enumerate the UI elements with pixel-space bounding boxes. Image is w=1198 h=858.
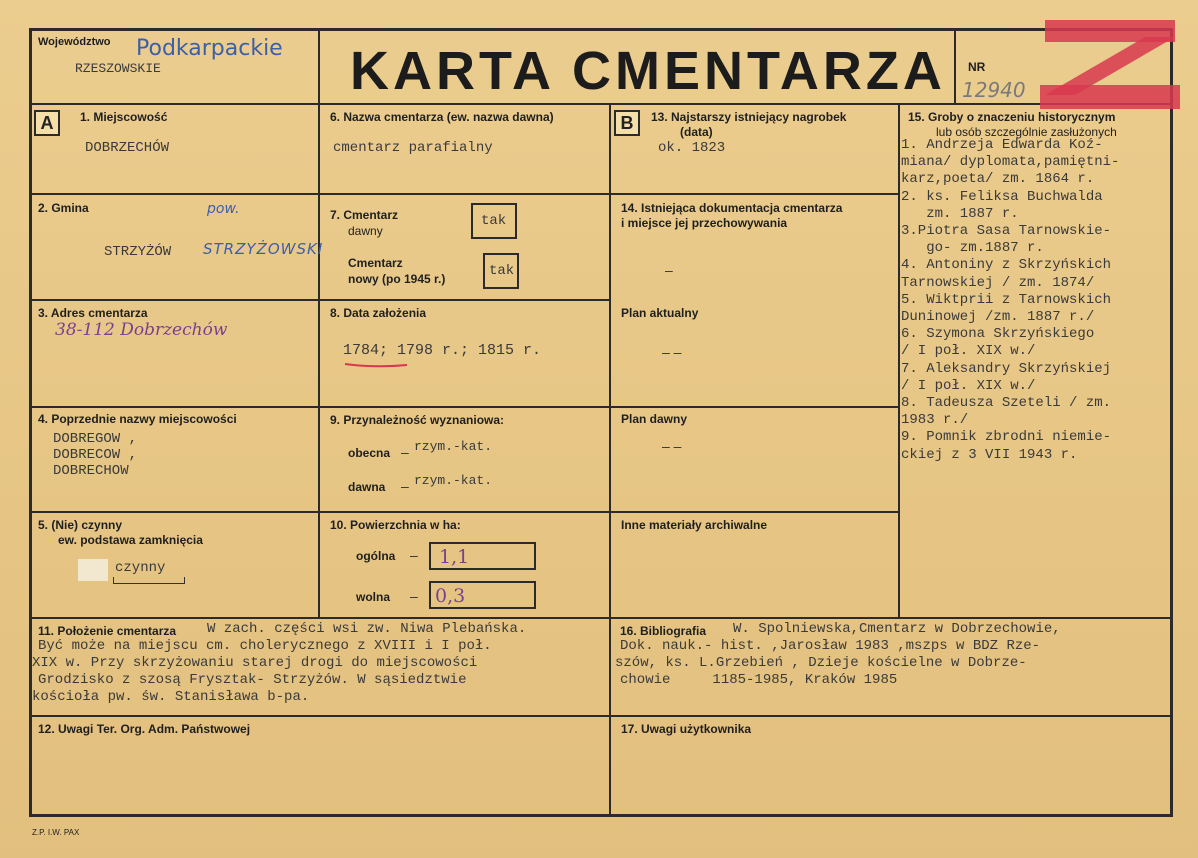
field-16-label: 16. Bibliografia: [620, 624, 707, 638]
field-11-line-2: Być może na miejscu cm. cholerycznego z XVIII i I poł.: [38, 638, 492, 654]
field-2-hand-pow: pow.: [207, 201, 240, 217]
section-a-letter: A: [34, 110, 60, 136]
underline-mark-icon: [343, 360, 409, 370]
field-10-total-dash: –: [410, 547, 418, 563]
field-5-label-1: 5. (Nie) czynny: [38, 518, 123, 532]
voivodeship-handwritten: Podkarpackie: [136, 36, 283, 61]
plan-current-value: – –: [662, 344, 682, 360]
grave-entry: 1983 r./: [901, 412, 969, 429]
grave-entry: 7. Aleksandry Skrzyńskiej: [901, 360, 1112, 377]
rule-col2: [609, 103, 611, 817]
field-7-old-value: tak: [481, 213, 507, 229]
plan-old-label: Plan dawny: [621, 412, 688, 426]
field-9-old-label: dawna: [348, 480, 386, 494]
field-16-line-1: W. Spolniewska,Cmentarz w Dobrzechowie,: [733, 621, 1061, 637]
field-10-free-label: wolna: [356, 590, 391, 604]
field-10-total-box: [429, 542, 536, 570]
field-10-label: 10. Powierzchnia w ha:: [330, 518, 461, 532]
field-9-current-dash: –: [401, 444, 409, 460]
field-13-label-2: (data): [680, 125, 713, 139]
grave-entry: karz,poeta/ zm. 1864 r.: [901, 171, 1095, 188]
field-7-old-box: [471, 203, 517, 239]
nr-label: NR: [968, 60, 986, 74]
grave-entry: / I poł. XIX w./: [901, 377, 1036, 394]
field-9-current-value: rzym.-kat.: [414, 439, 493, 454]
stamp-z-icon: [1035, 15, 1185, 115]
field-7-label: 7. Cmentarz: [330, 208, 399, 222]
field-2-label: 2. Gmina: [38, 201, 89, 215]
field-16-line-2: Dok. nauk.- hist. ,Jarosław 1983 ,mszps w BDZ Rze-: [620, 638, 1041, 654]
field-14-value: –: [665, 262, 673, 278]
field-7-new-label-2: nowy (po 1945 r.): [348, 272, 446, 286]
field-6-label: 6. Nazwa cmentarza (ew. nazwa dawna): [330, 110, 554, 124]
voivodeship-typed: RZESZOWSKIE: [75, 61, 161, 76]
field-5-bracket: [113, 577, 185, 584]
field-8-label: 8. Data założenia: [330, 306, 427, 320]
field-10-total-label: ogólna: [356, 549, 396, 563]
grave-entry: ckiej z 3 VII 1943 r.: [901, 446, 1078, 463]
grave-entry: 4. Antoniny z Skrzyńskich: [901, 257, 1112, 274]
grave-entry: zm. 1887 r.: [901, 205, 1019, 222]
field-1-value: DOBRZECHÓW: [85, 140, 170, 156]
rule-row3: [29, 406, 899, 408]
graves-list: [901, 137, 1169, 464]
grave-entry: / I poł. XIX w./: [901, 343, 1036, 360]
voivodeship-label: Województwo: [38, 36, 111, 48]
plan-old-value: – –: [662, 438, 682, 454]
field-5-value: czynny: [115, 560, 166, 576]
field-6-value: cmentarz parafialny: [333, 140, 493, 156]
other-materials-label: Inne materiały archiwalne: [621, 518, 768, 532]
field-4-value-2: DOBRECOW ,: [53, 447, 138, 463]
field-4-label: 4. Poprzednie nazwy miejscowości: [38, 412, 237, 426]
grave-entry: 3.Piotra Sasa Tarnowskie-: [901, 223, 1112, 240]
field-9-label: 9. Przynależność wyznaniowa:: [330, 413, 505, 427]
grave-entry: go- zm.1887 r.: [901, 240, 1044, 257]
grave-entry: 2. ks. Feliksa Buchwalda: [901, 188, 1103, 205]
field-10-total-value: 1,1: [439, 546, 470, 568]
field-7-new-box: [483, 253, 519, 289]
field-3-value: 38-112 Dobrzechów: [55, 320, 228, 340]
field-11-line-4: Grodzisko z szosą Frysztak- Strzyżów. W sąsiedztwie: [38, 672, 467, 688]
field-8-value: 1784; 1798 r.; 1815 r.: [343, 342, 542, 359]
rule-col3: [898, 103, 900, 617]
grave-entry: miana/ dyplomata,pamiętni-: [901, 154, 1120, 171]
nr-value: 12940: [962, 78, 1026, 102]
field-15-label-2: lub osób szczególnie zasłużonych: [936, 125, 1117, 139]
field-10-free-value: 0,3: [435, 585, 466, 607]
field-14-label-2: i miejsce jej przechowywania: [621, 216, 788, 230]
field-3-label: 3. Adres cmentarza: [38, 306, 148, 320]
field-15-label-1: 15. Groby o znaczeniu historycznym: [908, 110, 1116, 124]
field-7-old-label: dawny: [348, 224, 383, 238]
field-4-value-3: DOBRECHOW: [53, 463, 129, 479]
grave-entry: 8. Tadeusza Szeteli / zm.: [901, 395, 1112, 412]
field-12-label: 12. Uwagi Ter. Org. Adm. Państwowej: [38, 722, 251, 736]
section-b-letter: B: [614, 110, 640, 136]
field-11-line-3: XIX w. Przy skrzyżowaniu starej drogi do miejscowości: [32, 655, 478, 671]
plan-current-label: Plan aktualny: [621, 306, 699, 320]
grave-entry: Tarnowskiej / zm. 1874/: [901, 274, 1095, 291]
field-7-new-label-1: Cmentarz: [348, 256, 403, 270]
grave-entry: 9. Pomnik zbrodni niemie-: [901, 429, 1112, 446]
rule-header: [29, 103, 1173, 105]
field-5-label-2: ew. podstawa zamknięcia: [58, 533, 203, 547]
grave-entry: 1. Andrzeja Edwarda Koź-: [901, 137, 1103, 153]
rule-nr: [954, 28, 956, 104]
field-16-line-3: szów, ks. L.Grzebień , Dzieje kościelne w Dobrze-: [615, 655, 1027, 671]
field-2-hand-county: STRZYŻOWSKI: [203, 240, 324, 258]
grave-entry: 6. Szymona Skrzyńskiego: [901, 326, 1095, 343]
field-1-label: 1. Miejscowość: [80, 110, 168, 124]
printer-mark: Z.P. I.W. PAX: [32, 828, 80, 837]
field-9-old-dash: –: [401, 478, 409, 494]
rule-row5: [29, 617, 1173, 619]
field-17-label: 17. Uwagi użytkownika: [621, 722, 752, 736]
rule-row4: [29, 511, 899, 513]
rule-row6: [29, 715, 1173, 717]
field-4-value-1: DOBREGOW ,: [53, 431, 138, 447]
rule-row1: [29, 193, 899, 195]
field-11-line-5: kościoła pw. św. Stanisława b-pa.: [32, 689, 310, 705]
field-7-new-value: tak: [489, 263, 515, 279]
grave-entry: 5. Wiktprii z Tarnowskich: [901, 291, 1112, 308]
field-13-value: ok. 1823: [658, 140, 726, 156]
grave-entry: Duninowej /zm. 1887 r./: [901, 309, 1095, 326]
field-10-free-dash: –: [410, 588, 418, 604]
correction-mark: [78, 559, 108, 581]
card-title: KARTA CMENTARZA: [350, 41, 946, 101]
field-11-label: 11. Położenie cmentarza: [38, 624, 177, 638]
field-16-line-4: chowie 1185-1985, Kraków 1985: [620, 672, 898, 688]
field-2-value: STRZYŻÓW: [104, 244, 172, 260]
field-10-free-box: [429, 581, 536, 609]
field-9-current-label: obecna: [348, 446, 391, 460]
field-11-line-1: W zach. części wsi zw. Niwa Plebańska.: [207, 621, 527, 637]
field-14-label-1: 14. Istniejąca dokumentacja cmentarza: [621, 201, 843, 215]
rule-col1: [318, 28, 320, 617]
field-9-old-value: rzym.-kat.: [414, 473, 493, 488]
field-13-label-1: 13. Najstarszy istniejący nagrobek: [651, 110, 847, 124]
